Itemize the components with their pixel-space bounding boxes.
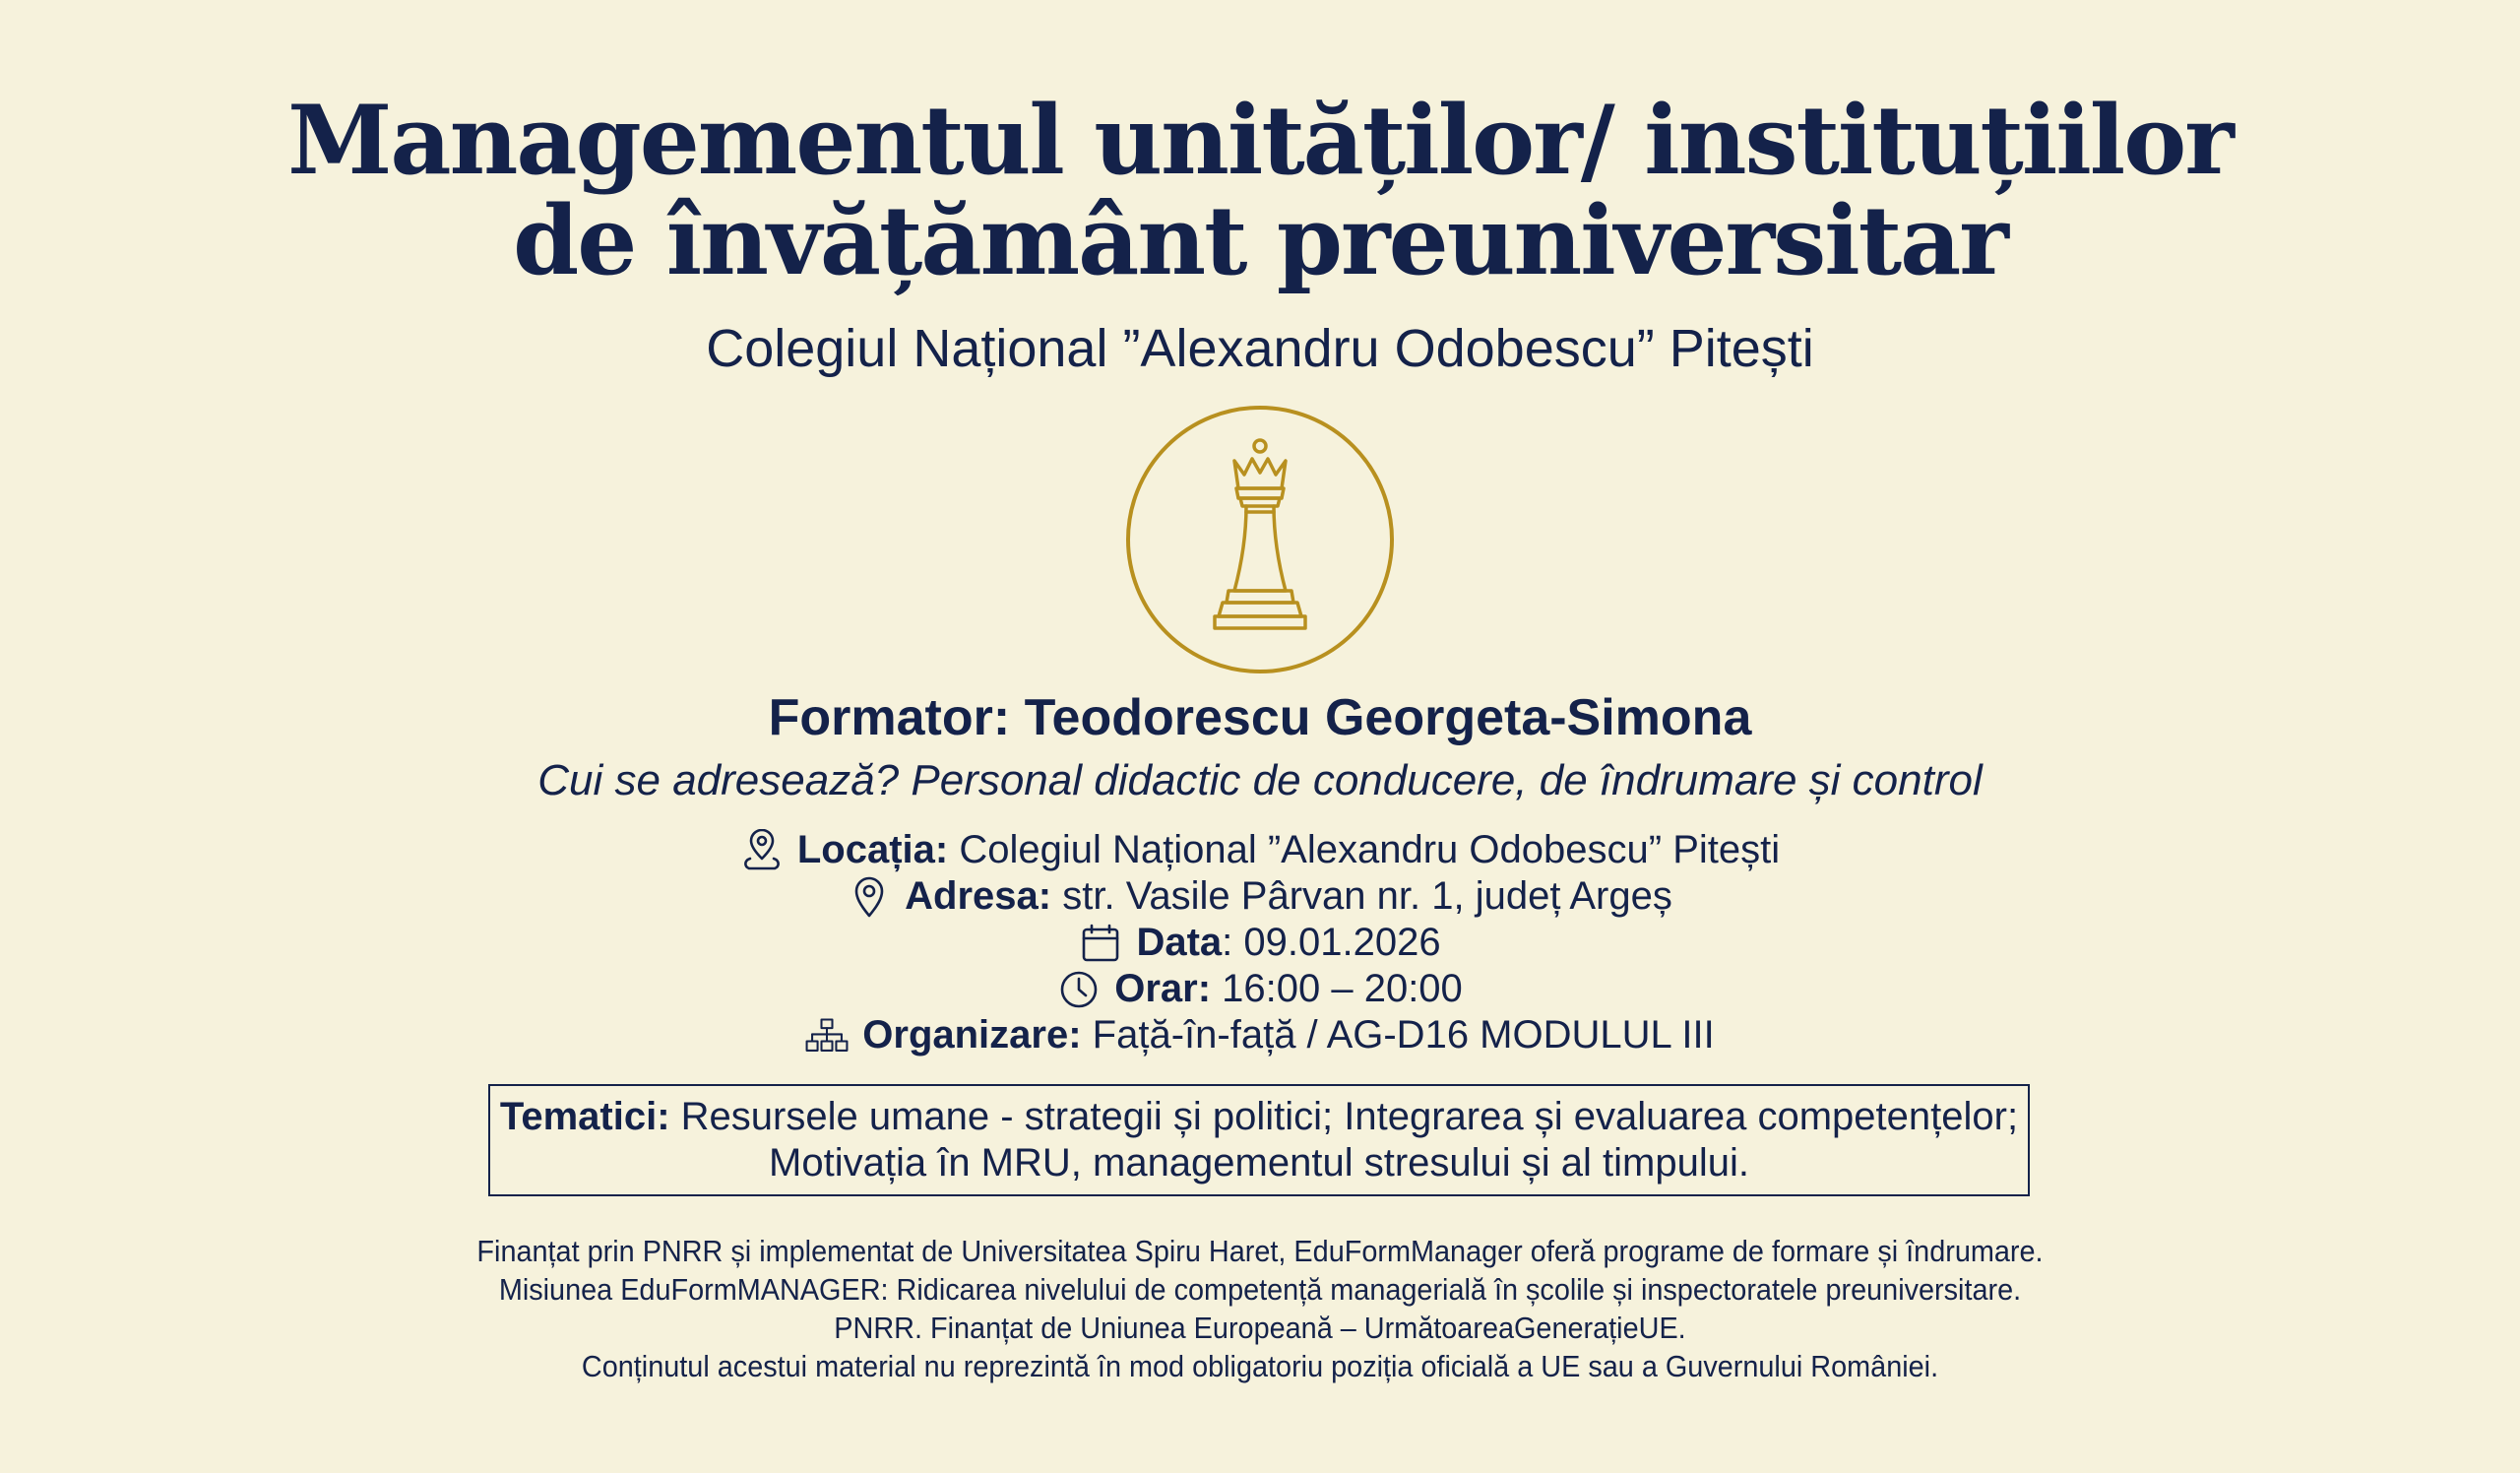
detail-address-value: str. Vasile Pârvan nr. 1, județ Argeș <box>1051 874 1672 918</box>
title-line-1: Managementul unităților/ instituțiilor <box>287 85 2233 196</box>
clock-icon <box>1057 968 1101 1011</box>
chess-queen-icon <box>1124 404 1396 675</box>
topics-line-1: Resursele umane - strategii și politici; Integrarea și evaluarea competențelor; <box>669 1095 2019 1138</box>
detail-date-label: Data <box>1136 921 1223 964</box>
footer-line-3: PNRR. Finanțat de Uniunea Europeană – UrmătoareaGenerațieUE. <box>834 1311 1686 1345</box>
org-chart-icon <box>805 1014 849 1057</box>
calendar-icon <box>1079 922 1122 965</box>
footer-line-1: Finanțat prin PNRR și implementat de Universitatea Spiru Haret, EduFormManager oferă programe de formare și îndrumare. <box>476 1234 2044 1268</box>
detail-date <box>0 920 2520 966</box>
detail-location <box>0 827 2520 873</box>
footer-line-4: Conținutul acestui material nu reprezintă în mod obligatoriu poziția oficială a UE sau a Guvernului României. <box>581 1349 1939 1383</box>
detail-schedule-value: 16:00 – 20:00 <box>1211 967 1463 1010</box>
location-person-icon <box>740 829 784 872</box>
topics-line-2: Motivația în MRU, managementul stresului și al timpului. <box>769 1141 1749 1185</box>
detail-schedule <box>0 966 2520 1012</box>
footer-line-2: Misiunea EduFormMANAGER: Ridicarea nivelului de competență managerială în școlile și inspectoratele preuniversitare. <box>498 1272 2022 1307</box>
detail-location-value: Colegiul Național ”Alexandru Odobescu” Pitești <box>948 828 1781 871</box>
event-details <box>0 827 2520 1058</box>
trainer-name: Formator: Teodorescu Georgeta-Simona <box>768 689 1752 746</box>
detail-schedule-label: Orar: <box>1114 967 1212 1010</box>
detail-address <box>0 873 2520 920</box>
detail-organization-value: Față-în-față / AG-D16 MODULUL III <box>1081 1013 1715 1057</box>
topics-label: Tematici: <box>499 1095 670 1138</box>
detail-location-label: Locația: <box>796 828 949 871</box>
title-line-2: de învățământ preuniversitar <box>513 185 2007 296</box>
funding-footer <box>89 1232 2432 1385</box>
target-audience: Cui se adresează? Personal didactic de conducere, de îndrumare și control <box>537 756 1983 804</box>
detail-address-label: Adresa: <box>905 874 1052 918</box>
detail-date-value: : 09.01.2026 <box>1222 921 1441 964</box>
chess-queen-emblem <box>1124 404 1396 675</box>
page-title <box>0 85 2520 296</box>
map-pin-icon <box>848 875 891 919</box>
institution-subtitle: Colegiul Național ”Alexandru Odobescu” Pitești <box>706 319 1814 378</box>
detail-organization-label: Organizare: <box>862 1013 1082 1057</box>
topics-box <box>488 1084 2030 1196</box>
detail-organization <box>0 1012 2520 1058</box>
